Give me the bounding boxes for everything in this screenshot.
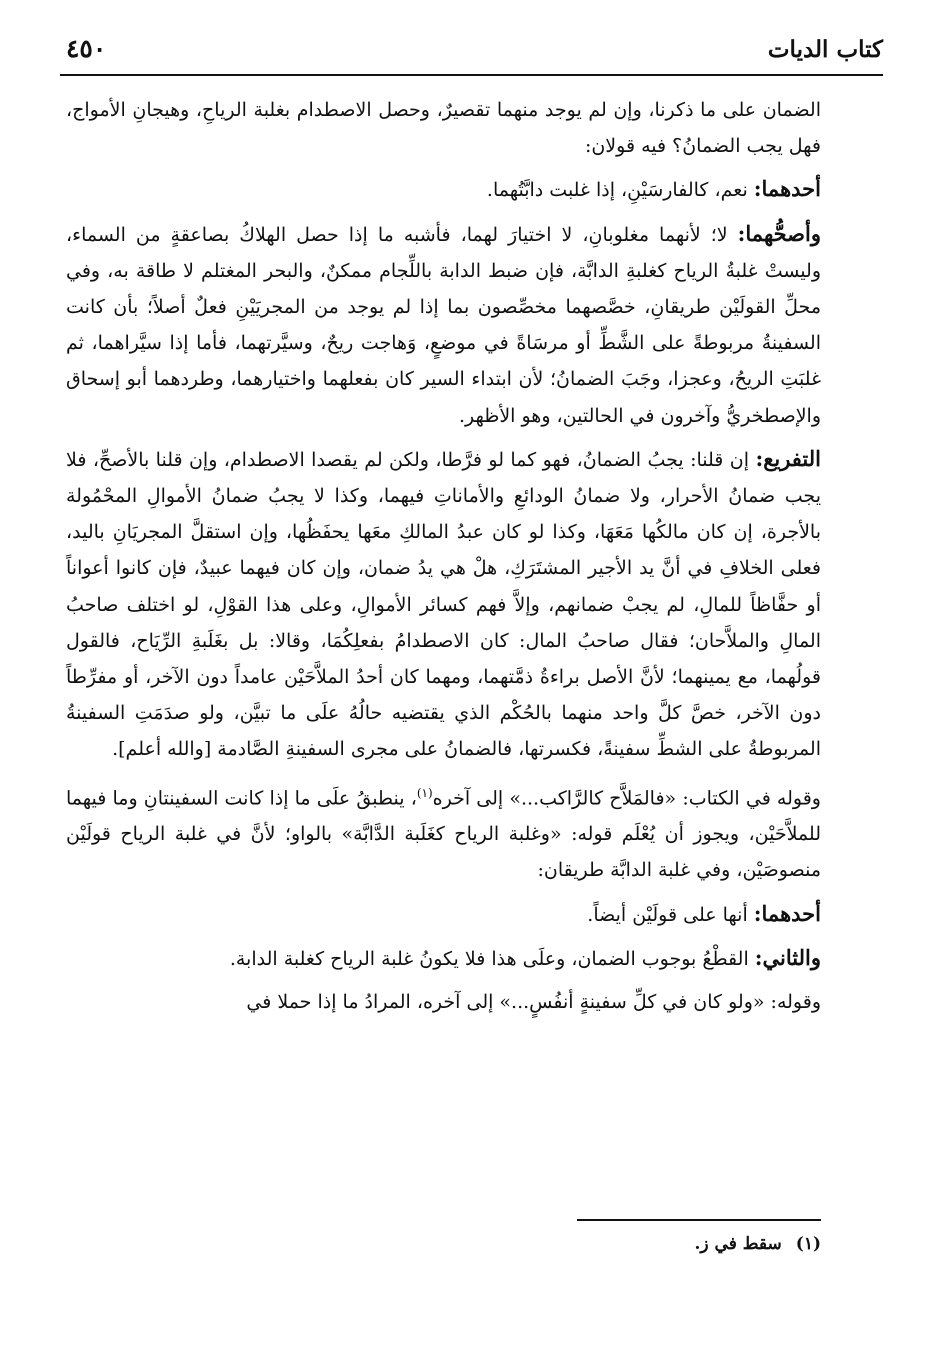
page-header [60, 30, 883, 76]
paragraph [66, 896, 821, 933]
paragraph [66, 940, 821, 977]
footnote-ref: (١) [416, 785, 433, 800]
main-text [66, 92, 821, 1027]
paragraph [66, 984, 821, 1020]
page-number: ٤٥٠ [66, 34, 107, 63]
paragraph-text: وقوله: «ولو كان في كلِّ سفينةٍ أنفُسٍ...» إلى آخره، المرادُ ما إذا حملا في [246, 991, 821, 1013]
paragraph-text: ، ينطبقُ علَى ما إذا كانت السفينتانِ وما فيهما للملاَّحَيْن، ويجوز أن يُعْلَم قوله: «وغلبة الرياح كغَلَبة الدَّابَّة» بالواو؛ لأنَّ في غلبة الرياح قولَيْن منصوصَيْن، وفي غلبة الدابَّة طريقان: [66, 786, 821, 882]
footnote-number: (١) [795, 1234, 821, 1254]
paragraph-text: أنها على قولَيْن أيضاً. [587, 903, 754, 926]
footnote [695, 1234, 821, 1254]
paragraph [66, 92, 821, 164]
paragraph-text: وقوله في الكتاب: «فالمَلاَّح كالرَّاكب...» إلى آخره [432, 786, 821, 809]
paragraph-text: لا؛ لأنهما مغلوبانِ، لا اختيارَ لهما، فأشبه ما إذا حصل الهلاكُ بصاعقةٍ من السماء، وليستْ غلبةُ الرياح كغلبةِ الدابَّة، فإن ضبط الدابة باللِّجام ممكنٌ، والبحر المغتلم لا طاقة به، وفي محلِّ القولَيْن طريقانِ، خصَّصهما مخصِّصون بما إذا لم يوجد من المجريَيْنِ فعلٌ أصلاً؛ بأن كانت السفينةُ مربوطةً على الشَّطِّ أو مرسَاةً في موضعٍ، وَهاجت ريحٌ، وسيَّرتهما، فأما إذا سيَّراهما، ثم غلبَتِ الريحُ، وعجزا، وجَبَ الضمانُ؛ لأن ابتداء السير كان بفعلهما واختيارهما، وطردهما أبو إسحاق والإصطخريُّ وآخرون في الحالتين، وهو الأظهر. [66, 223, 821, 427]
paragraph-lead: أحدهما: [753, 900, 821, 926]
paragraph-text: القطْعُ بوجوب الضمان، وعلَى هذا فلا يكونُ غلبة الرياح كغلبة الدابة. [229, 947, 755, 970]
paragraph-lead: وأصحُّهما: [737, 220, 821, 246]
paragraph-lead: والثاني: [754, 944, 821, 970]
paragraph [66, 775, 821, 889]
paragraph-text: إن قلنا: يجبُ الضمانُ، فهو كما لو فرَّطا، ولكن لم يقصدا الاصطدام، وإن قلنا بالأصحِّ، فلا يجب ضمانُ الأحرار، ولا ضمانُ الودائعِ والأماناتِ فيهما، وكذا لا يجبُ ضمانُ الأموالِ المحْمُولة بالأجرة، إن كان مالكُها مَعَهَا، وكذا لو كان عبدُ المالكِ معَها يحفَظُها، وإن استقلَّ المجريَانِ باليد، فعلى الخلافِ في أنَّ يد الأجير المشتَرَكِ، هلْ هي يدُ ضمان، وإن كان فيهما عبيدٌ، فإن كانوا أعواناً أو حفَّاظاً للمالِ، لم يجبْ ضمانهم، وإلاَّ فهم كسائر الأموالِ، وعلى هذا القوْلِ، لو اختلف صاحبُ المالِ والملاَّحان؛ فقال صاحبُ المال: كان الاصطدامُ بفعلِكُمَا، وقالا: بل بغَلَبةِ الرِّيَاح، فالقول قولُهما، مع يمينهما؛ لأنَّ الأصل براءةُ ذمَّتهما، ومهما كان أحدُ الملاَّحَيْن عامداً دون الآخر، أو مفرِّطاً دون الآخر، خصَّ كلَّ واحد منهما بالحُكْم الذي يقتضيه حالُهُ علَى ما تبيَّن، ولو صدَمَتِ السفينةُ المربوطةُ على الشطِّ سفينةً، فكسرتها، فالضمانُ على مجرى السفينةِ الصَّادمة [والله أعلم]. [66, 448, 821, 761]
footnote-text: سقط في ز. [694, 1234, 782, 1254]
paragraph-text: الضمان على ما ذكرنا، وإن لم يوجد منهما تقصيرٌ، وحصل الاصطدام بغلبة الرياحِ، وهيجانِ الأمواج، فهل يجب الضمانُ؟ فيه قولان: [66, 99, 821, 158]
running-title: كتاب الديات [767, 36, 883, 63]
footnote-divider [577, 1219, 821, 1221]
paragraph [66, 441, 821, 768]
paragraph [66, 216, 821, 434]
paragraph-lead: التفريع: [755, 445, 821, 471]
paragraph-text: نعم، كالفارسَيْنِ، إذا غلبت دابَّتُهما. [486, 179, 754, 202]
paragraph-lead: أحدهما: [753, 176, 821, 202]
paragraph [66, 171, 821, 208]
